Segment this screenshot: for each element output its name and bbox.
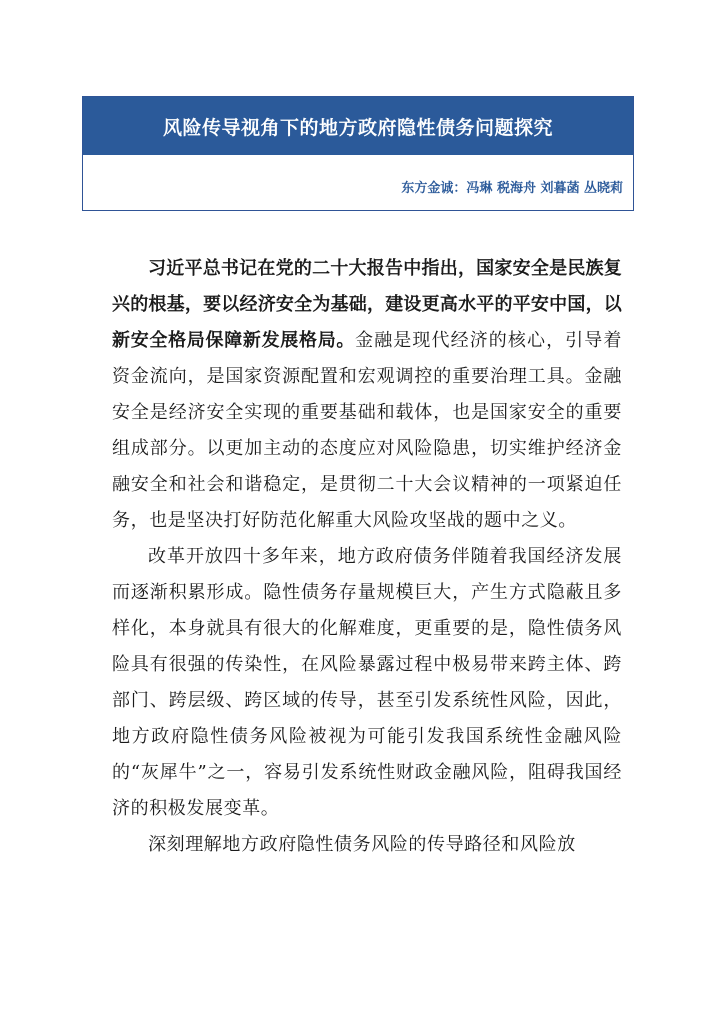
author-line: 东方金诚：冯琳 税海舟 刘暮菡 丛晓莉 xyxy=(401,181,623,196)
paragraph-2: 改革开放四十多年来，地方政府债务伴随着我国经济发展而逐渐积累形成。隐性债务存量规模巨大，产生方式隐蔽且多样化，本身就具有很大的化解难度，更重要的是，隐性债务风险具有很强的传染性，在风险暴露过程中极易带来跨主体、跨部门、跨层级、跨区域的传导，甚至引发系统性风险，因此，地方政府隐性债务风险被视为可能引发我国系统性金融风险的“灰犀牛”之一，容易引发系统性财政金融风险，阻碍我国经济的积极发展变革。 xyxy=(112,546,622,819)
title-band xyxy=(83,97,633,155)
paragraph-3: 深刻理解地方政府隐性债务风险的传导路径和风险放 xyxy=(148,834,576,855)
title-box xyxy=(82,96,634,211)
paragraph-1 xyxy=(112,251,622,539)
paragraph-1-emphasis: 习近平总书记在党的二十大报告中指出，国家安全是民族复兴的根基，要以经济安全为基础，建设更高水平的平安中国，以新安全格局保障新发展格局。 xyxy=(112,258,622,351)
article-body xyxy=(112,251,622,863)
paragraph-1-text: 金融是现代经济的核心，引导着资金流向，是国家资源配置和宏观调控的重要治理工具。金融安全是经济安全实现的重要基础和载体，也是国家安全的重要组成部分。以更加主动的态度应对风险隐患，切实维护经济金融安全和社会和谐稳定，是贯彻二十大会议精神的一项紧迫任务，也是坚决打好防范化解重大风险攻坚战的题中之义。 xyxy=(112,330,622,531)
article-title: 风险传导视角下的地方政府隐性债务问题探究 xyxy=(162,116,553,139)
